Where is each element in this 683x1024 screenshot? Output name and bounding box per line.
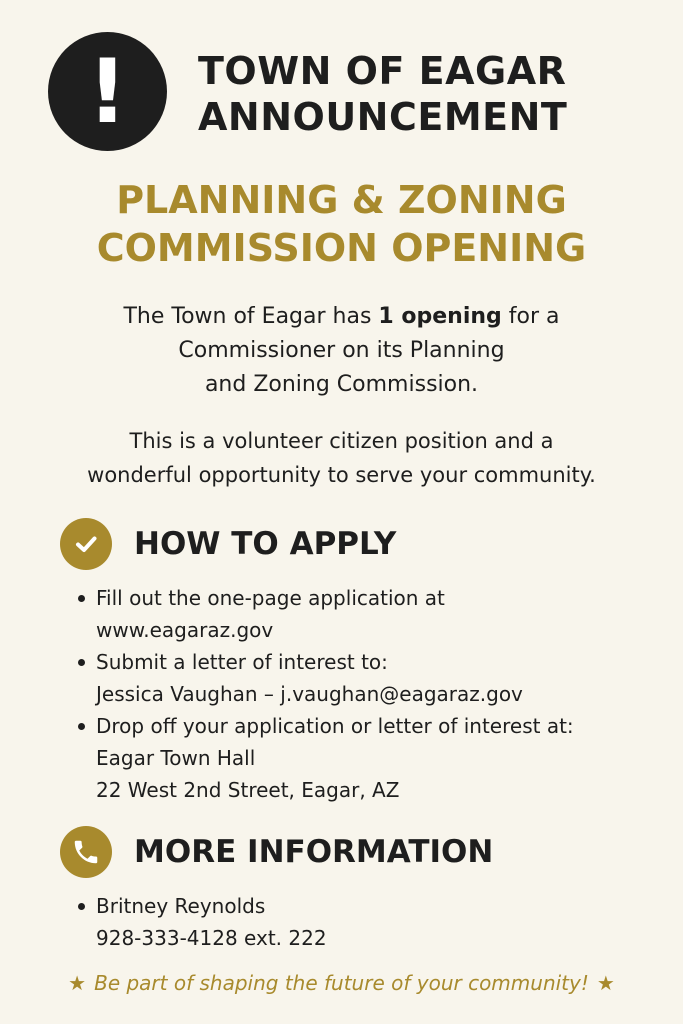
phone-icon-svg xyxy=(71,837,101,867)
star-icon: ★ xyxy=(596,971,615,995)
footer-tagline xyxy=(0,966,683,1000)
list-item xyxy=(76,646,666,710)
star-icon: ★ xyxy=(68,971,87,995)
contact-name: Britney Reynolds xyxy=(96,894,266,918)
title-line-1: TOWN OF EAGAR xyxy=(198,49,567,93)
intro-opening-count: 1 opening xyxy=(378,304,502,329)
drop-off-location-name: Eagar Town Hall xyxy=(96,746,256,770)
application-website-link[interactable]: www.eagaraz.gov xyxy=(96,618,274,642)
drop-off-address: 22 West 2nd Street, Eagar, AZ xyxy=(96,778,400,802)
intro-line-2: Commissioner on its Planning xyxy=(178,338,505,363)
list-item xyxy=(76,710,666,806)
intro-line-1-pre: The Town of Eagar has xyxy=(123,304,379,329)
opening-subtitle xyxy=(0,176,683,272)
subtitle-line-2: COMMISSION OPENING xyxy=(96,226,587,270)
footer-text: Be part of shaping the future of your community! xyxy=(94,971,589,995)
list-item xyxy=(76,890,666,954)
step-1-text: Fill out the one-page application at xyxy=(96,586,445,610)
subtitle-line-1: PLANNING & ZONING xyxy=(116,178,567,222)
volunteer-line-1: This is a volunteer citizen position and a xyxy=(129,429,554,453)
step-2-text: Submit a letter of interest to: xyxy=(96,650,388,674)
check-icon-svg xyxy=(72,530,100,558)
how-to-apply-heading xyxy=(60,518,660,574)
contact-list xyxy=(76,890,666,954)
announcement-header xyxy=(48,32,648,152)
page-title xyxy=(198,48,658,140)
intro-line-3: and Zoning Commission. xyxy=(204,372,479,397)
contact-email-link[interactable]: Jessica Vaughan – j.vaughan@eagaraz.gov xyxy=(96,682,523,706)
how-to-apply-title: HOW TO APPLY xyxy=(134,526,397,562)
list-item xyxy=(76,582,666,646)
volunteer-paragraph xyxy=(20,424,663,492)
intro-paragraph xyxy=(30,300,653,402)
contact-phone-link[interactable]: 928-333-4128 ext. 222 xyxy=(96,926,327,950)
intro-line-1 xyxy=(30,300,653,334)
exclamation-glyph: ! xyxy=(87,39,128,143)
intro-line-1-post: for a xyxy=(501,304,560,329)
apply-steps-list xyxy=(76,582,666,806)
volunteer-line-2: wonderful opportunity to serve your community. xyxy=(87,463,596,487)
step-3-text: Drop off your application or letter of interest at: xyxy=(96,714,574,738)
exclamation-icon xyxy=(48,32,167,151)
check-icon xyxy=(60,518,112,570)
title-line-2: ANNOUNCEMENT xyxy=(198,95,568,139)
more-information-heading xyxy=(60,826,660,882)
more-information-title: MORE INFORMATION xyxy=(134,834,494,870)
phone-icon xyxy=(60,826,112,878)
